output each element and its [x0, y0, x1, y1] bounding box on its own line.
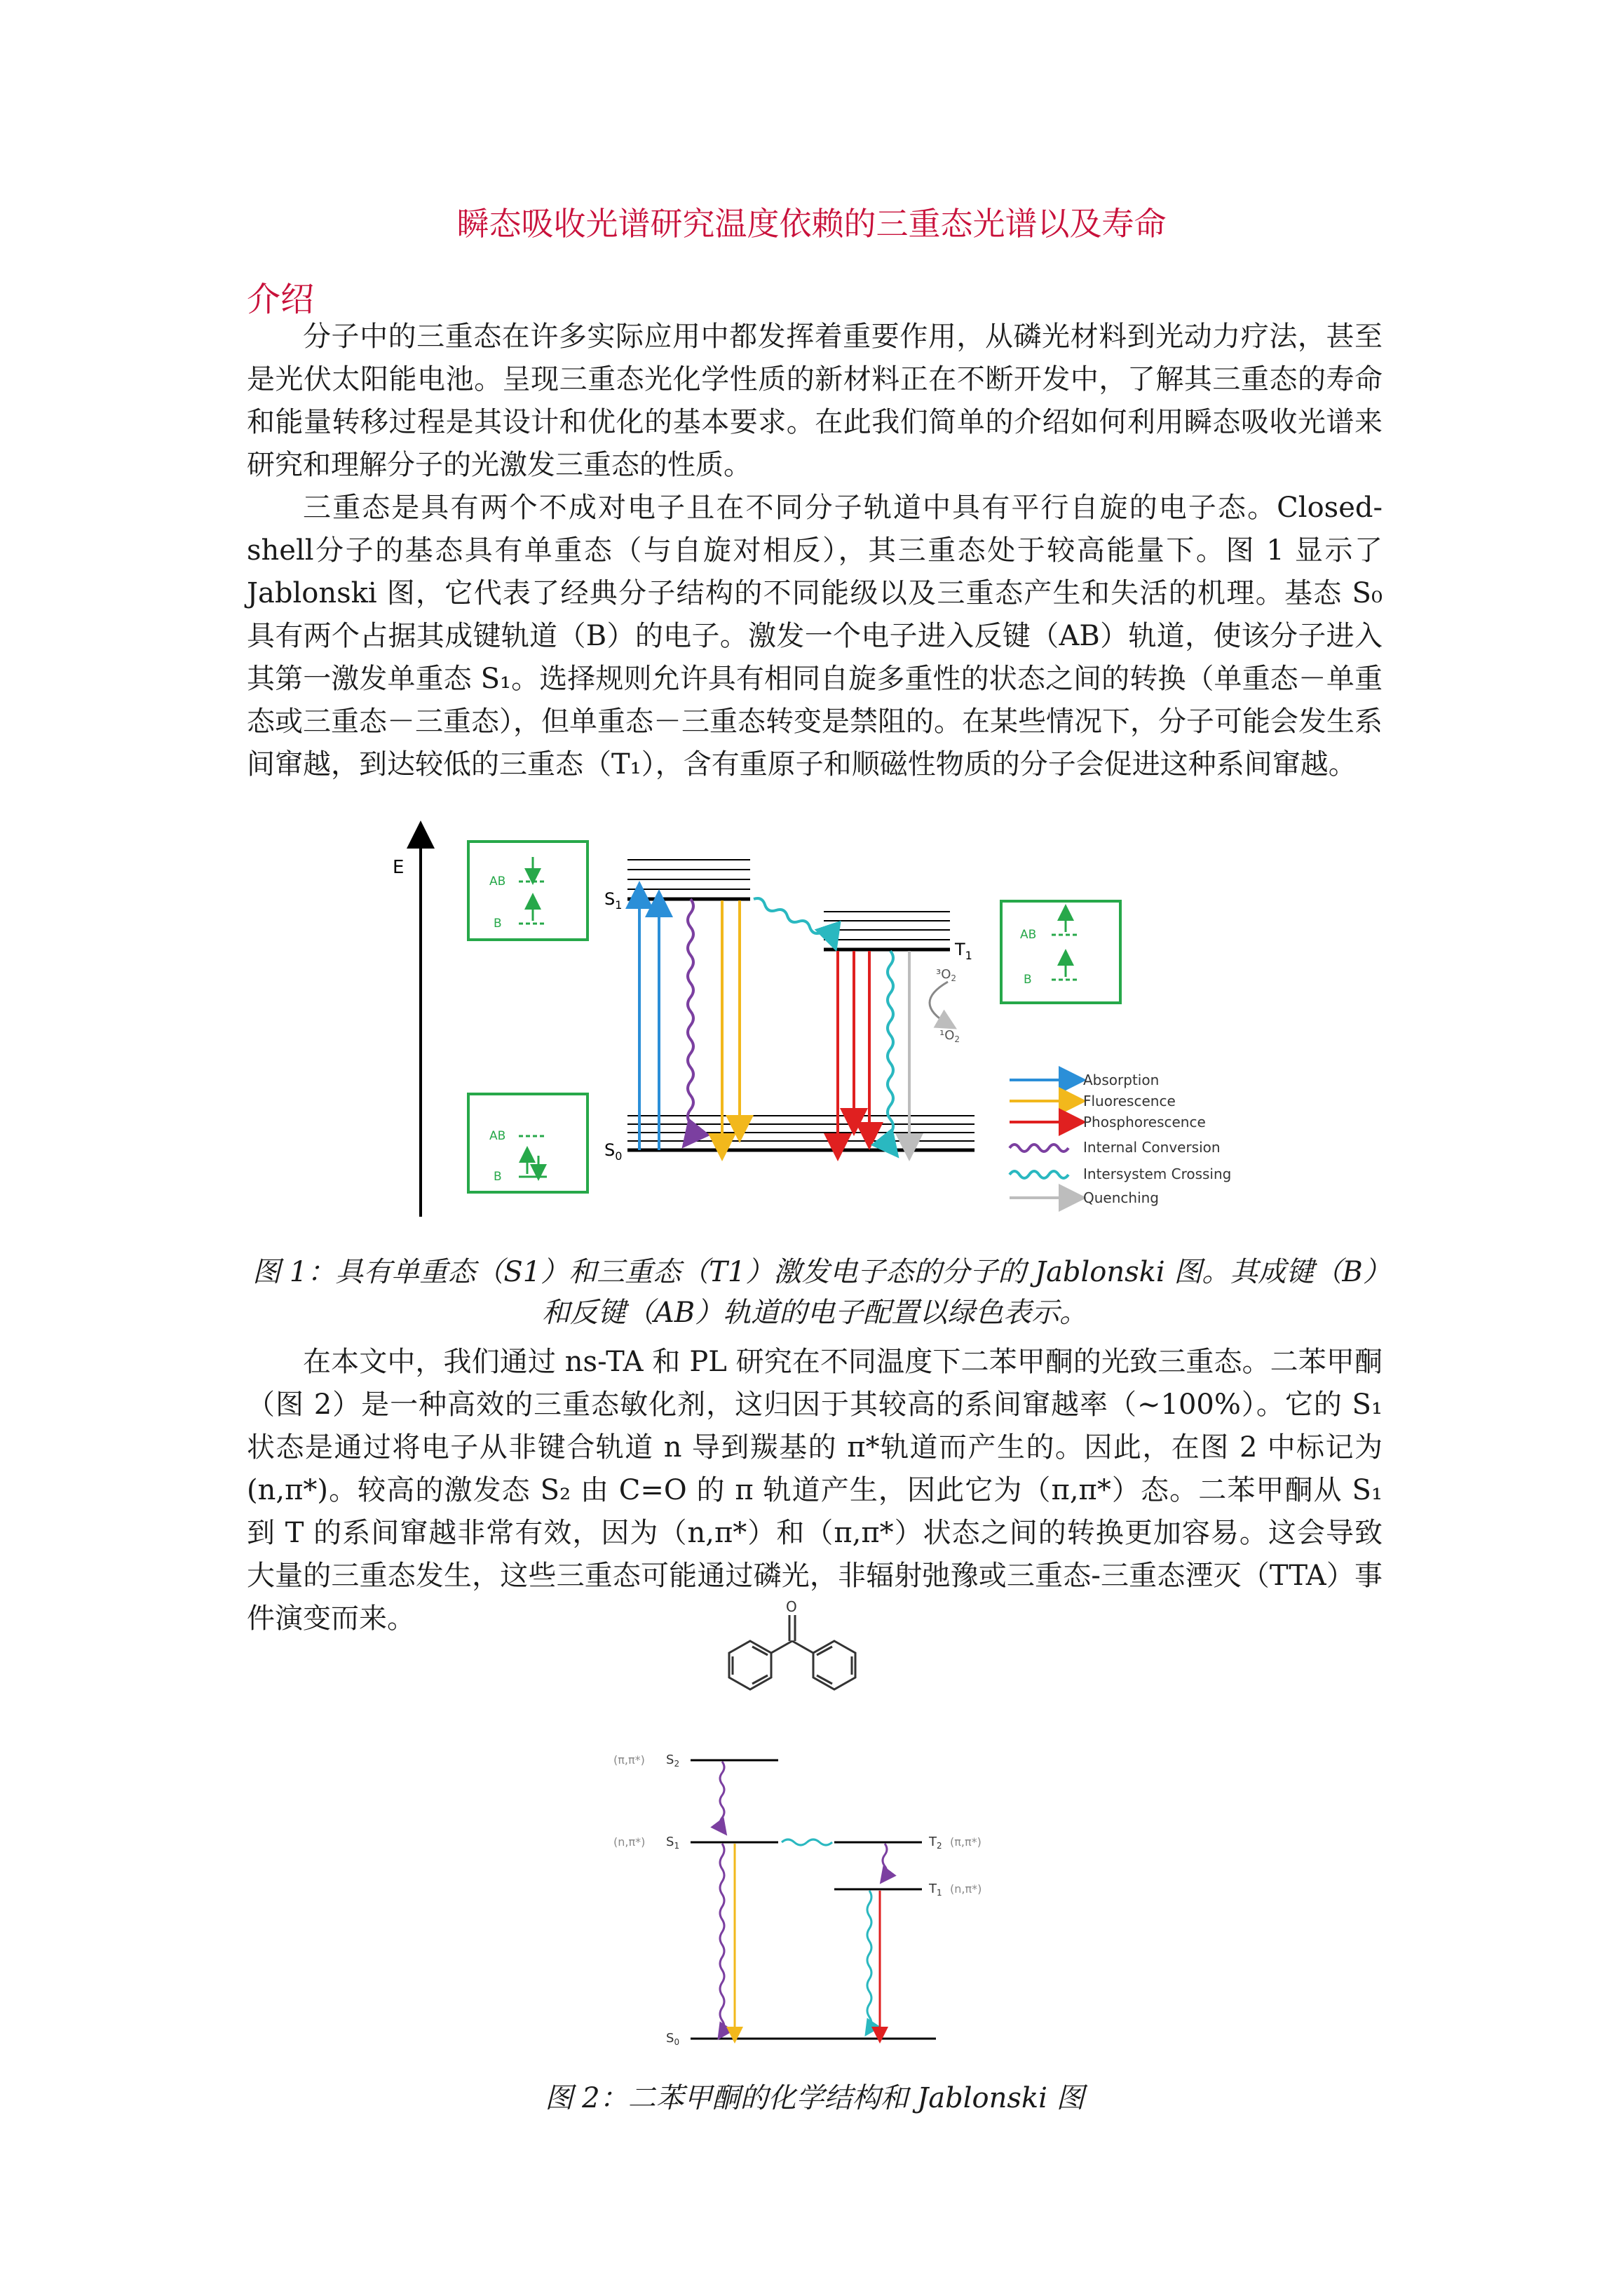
- svg-text:B: B: [1024, 973, 1032, 987]
- s1-label: $S_1$: [604, 889, 623, 912]
- figure-2-benzophenone: [575, 1599, 1066, 2062]
- svg-text:AB: AB: [489, 1129, 506, 1143]
- orbital-box-excited-singlet: [468, 842, 588, 940]
- s2-state-label: (π,π*): [613, 1753, 645, 1767]
- paragraph-1: 分子中的三重态在许多实际应用中都发挥着重要作用，从磷光材料到光动力疗法，甚至是光伏太阳能电池。呈现三重态光化学性质的新材料正在不断开发中，了解其三重态的寿命和能量转移过程是其设计和优化的基本要求。在此我们简单的介绍如何利用瞬态吸收光谱来研究和理解分子的光激发三重态的性质。: [247, 320, 1383, 481]
- t1-state-label: (n,π*): [950, 1882, 982, 1896]
- orbital-box-triplet: [1001, 901, 1120, 1003]
- s1-s0-internal-conversion: [720, 1844, 724, 2033]
- s1-label: $S_1$: [666, 1835, 680, 1851]
- legend-absorption: Absorption: [1083, 1072, 1160, 1088]
- s0-levels: [627, 1116, 975, 1150]
- t1-label: $T_1$: [955, 940, 972, 962]
- oxygen-atom-label: O: [786, 1599, 797, 1615]
- legend-intersystem-crossing: Intersystem Crossing: [1083, 1166, 1232, 1182]
- t2-t1-internal-conversion: [883, 1844, 887, 1877]
- legend-phosphorescence: Phosphorescence: [1083, 1114, 1206, 1130]
- svg-text:AB: AB: [1020, 928, 1037, 942]
- internal-conversion-wave: [688, 899, 693, 1137]
- paragraph-3: 在本文中，我们通过 ns-TA 和 PL 研究在不同温度下二苯甲酮的光致三重态。二苯甲酮（图 2）是一种高效的三重态敏化剂，这归因于其较高的系间窜越率（∼100%）。它的 S₁ 状态是通过将电子从非键合轨道 n 导到羰基的 π*轨道而产生的。因此，在图 2 中标记为(n,π*)。较高的激发态 S₂ 由 C=O 的 π 轨道产生，因此它为（π,π*）态。二苯甲酮从 S₁ 到 T 的系间窜越非常有效，因为（n,π*）和（π,π*）状态之间的转换更加容易。这会导致大量的三重态发生，这些三重态可能通过磷光，非辐射弛豫或三重态-三重态湮灭（TTA）事件演变而来。: [247, 1346, 1383, 1635]
- s1-state-label: (n,π*): [613, 1835, 646, 1849]
- orbital-box-ground-state: [468, 1094, 588, 1192]
- legend-internal-conversion: Internal Conversion: [1083, 1139, 1221, 1156]
- svg-text:AB: AB: [489, 874, 506, 889]
- page-title: 瞬态吸收光谱研究温度依赖的三重态光谱以及寿命: [456, 205, 1167, 243]
- svg-text:B: B: [494, 1170, 502, 1184]
- s0-label: $S_0$: [666, 2031, 680, 2047]
- triplet-oxygen-label: $^3O_2$: [936, 967, 957, 983]
- energy-axis-label: E: [393, 857, 405, 878]
- s1-t2-intersystem-crossing: [782, 1839, 832, 1845]
- s2-s1-internal-conversion: [720, 1762, 724, 1829]
- figure-1-caption: 图 1：具有单重态（S1）和三重态（T1）激发电子态的分子的 Jablonski 图。其成键（B）和反键（AB）轨道的电子配置以绿色表示。: [252, 1256, 1377, 1329]
- section-heading: 介绍: [247, 280, 315, 319]
- t2-state-label: (π,π*): [950, 1835, 982, 1849]
- t1-s0-intersystem-crossing: [867, 1891, 871, 2030]
- benzophenone-structure: [729, 1615, 855, 1689]
- paragraph-2: 三重态是具有两个不成对电子且在不同分子轨道中具有平行自旋的电子态。Closed-shell分子的基态具有单重态（与自旋对相反），其三重态处于较高能量下。图 1 显示了 Jablonski 图，它代表了经典分子结构的不同能级以及三重态产生和失活的机理。基态 S₀ 具有两个占据其成键轨道（B）的电子。激发一个电子进入反键（AB）轨道，使该分子进入其第一激发单重态 S₁。选择规则允许具有相同自旋多重性的状态之间的转换（单重态－单重态或三重态－三重态），但单重态－三重态转变是禁阻的。在某些情况下，分子可能会发生系间窜越，到达较低的三重态（T₁），含有重原子和顺磁性物质的分子会促进这种系间窜越。: [247, 492, 1383, 781]
- figure-2-caption: 图 2：二苯甲酮的化学结构和 Jablonski 图: [545, 2082, 1085, 2114]
- s0-label: $S_0$: [604, 1140, 623, 1163]
- t2-label: $T_2$: [929, 1835, 942, 1851]
- intersystem-crossing-t1-s0: [888, 951, 893, 1147]
- figure-1-jablonski: [351, 821, 1276, 1227]
- s2-label: $S_2$: [666, 1753, 680, 1769]
- legend-quenching: Quenching: [1083, 1189, 1159, 1206]
- s1-levels: [627, 860, 750, 899]
- t1-label: $T_1$: [929, 1882, 942, 1898]
- intersystem-crossing-wave: [754, 898, 832, 938]
- t1-levels: [824, 912, 950, 950]
- singlet-oxygen-label: $^1O_2$: [939, 1028, 960, 1044]
- oxygen-quenching-curve: [930, 982, 948, 1024]
- svg-text:B: B: [494, 917, 502, 931]
- figure-1-legend: [1010, 1072, 1231, 1206]
- legend-fluorescence: Fluorescence: [1083, 1093, 1176, 1109]
